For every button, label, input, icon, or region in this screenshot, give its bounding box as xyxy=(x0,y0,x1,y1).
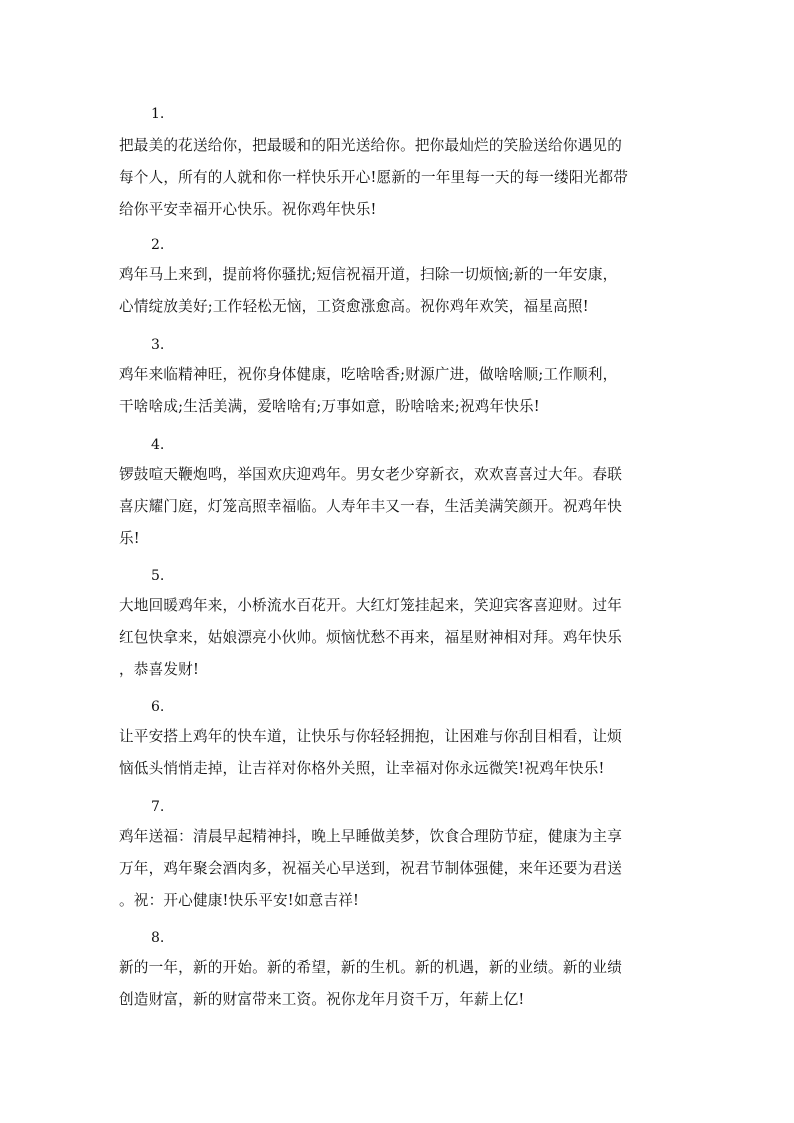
entry-number: 3. xyxy=(151,337,165,353)
entry-line: 。祝：开心健康!快乐平安!如意吉祥! xyxy=(119,892,360,909)
entry-line: 喜庆耀门庭，灯笼高照幸福临。人寿年丰又一春，生活美满笑颜开。祝鸡年快 xyxy=(119,498,622,515)
entry-line: ，恭喜发财! xyxy=(119,661,200,678)
entry-line: 干啥啥成;生活美满，爱啥啥有;万事如意，盼啥啥来;祝鸡年快乐! xyxy=(119,398,540,415)
entry-line: 红包快拿来，姑娘漂亮小伙帅。烦恼忧愁不再来，福星财神相对拜。鸡年快乐 xyxy=(119,629,622,646)
entry-line: 恼低头悄悄走掉，让吉祥对你格外关照，让幸福对你永远微笑!祝鸡年快乐! xyxy=(119,760,605,777)
entry-line: 新的一年，新的开始。新的希望，新的生机。新的机遇，新的业绩。新的业绩 xyxy=(119,959,622,976)
entry-line: 把最美的花送给你，把最暖和的阳光送给你。把你最灿烂的笑脸送给你遇见的 xyxy=(119,137,622,154)
entry-line: 鸡年来临精神旺，祝你身体健康，吃啥啥香;财源广进，做啥啥顺;工作顺利， xyxy=(119,366,618,383)
entry-number: 4. xyxy=(151,437,165,453)
entry-number: 6. xyxy=(151,699,165,715)
entry-number: 5. xyxy=(151,568,165,584)
entry-number: 2. xyxy=(151,237,165,253)
entry-line: 鸡年马上来到，提前将你骚扰;短信祝福开道，扫除一切烦恼;新的一年安康， xyxy=(119,266,618,283)
entry-line: 创造财富，新的财富带来工资。祝你龙年月资千万，年薪上亿! xyxy=(119,991,525,1008)
entry-line: 大地回暖鸡年来，小桥流水百花开。大红灯笼挂起来，笑迎宾客喜迎财。过年 xyxy=(119,597,622,614)
entry-line: 万年，鸡年聚会酒肉多，祝福关心早送到，祝君节制体强健，来年还要为君送 xyxy=(119,860,622,877)
entry-line: 锣鼓喧天鞭炮鸣，举国欢庆迎鸡年。男女老少穿新衣，欢欢喜喜过大年。春联 xyxy=(119,466,622,483)
entry-line: 心情绽放美好;工作轻松无恼，工资愈涨愈高。祝你鸡年欢笑，福星高照! xyxy=(119,298,589,315)
entry-number: 1. xyxy=(151,106,165,122)
entry-line: 乐! xyxy=(119,530,140,547)
entry-line: 让平安搭上鸡年的快车道，让快乐与你轻轻拥抱，让困难与你刮目相看，让烦 xyxy=(119,728,622,745)
entry-number: 7. xyxy=(151,799,165,815)
entry-number: 8. xyxy=(151,930,165,946)
entry-line: 给你平安幸福开心快乐。祝你鸡年快乐! xyxy=(119,201,377,218)
entry-line: 每个人，所有的人就和你一样快乐开心!愿新的一年里每一天的每一缕阳光都带 xyxy=(119,169,629,186)
entry-line: 鸡年送福：清晨早起精神抖，晚上早睡做美梦，饮食合理防节症，健康为主享 xyxy=(119,828,622,845)
